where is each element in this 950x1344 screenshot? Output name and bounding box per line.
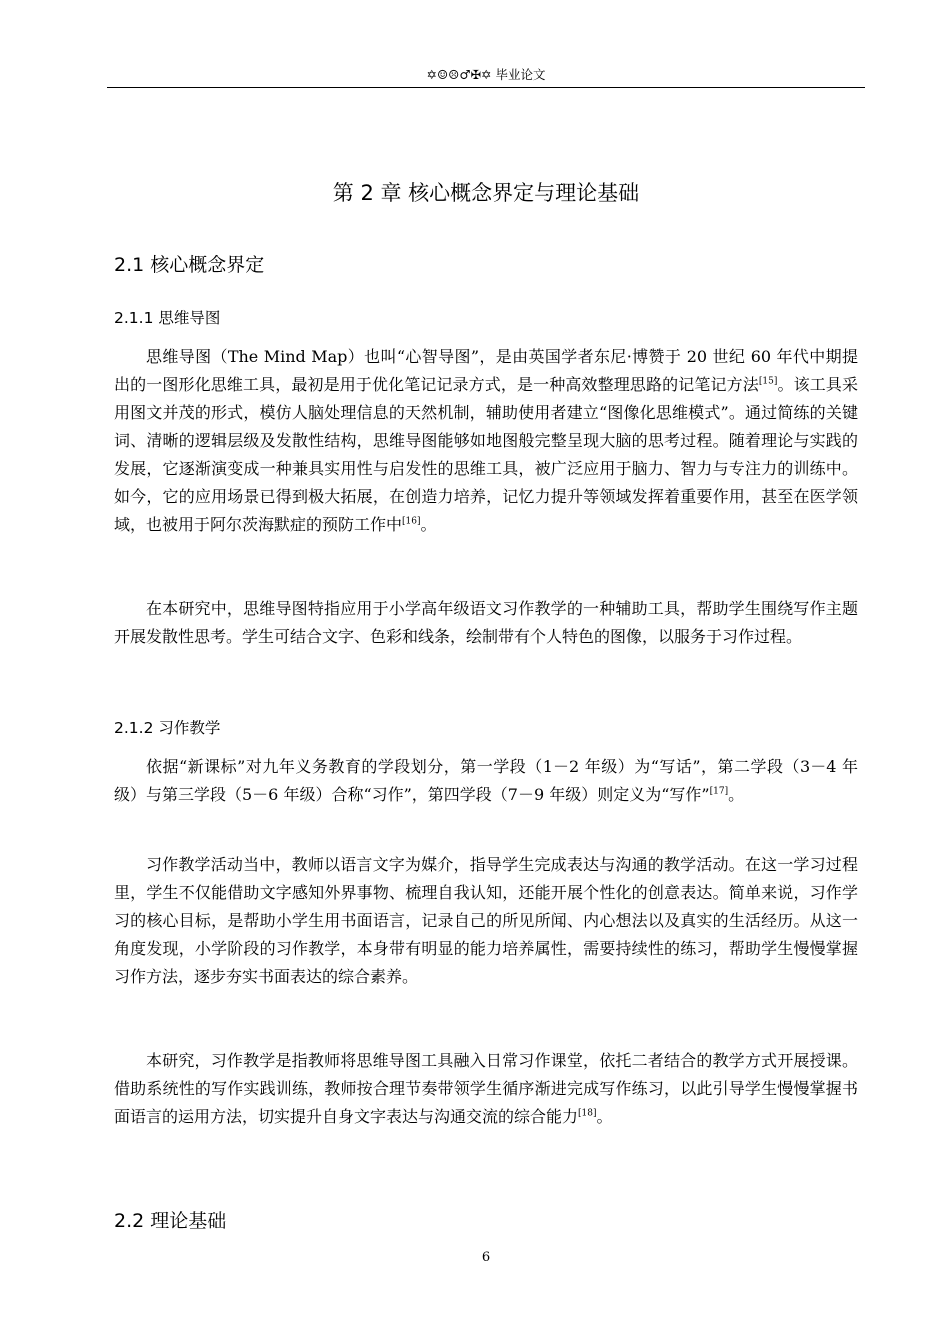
subsection-heading-2-1-2: 2.1.2 习作教学	[114, 719, 221, 737]
paragraph-text: 。该工具采用图文并茂的形式，模仿人脑处理信息的天然机制，辅助使用者建立“图像化思维模式”。通过简练的关键词、清晰的逻辑层级及发散性结构，思维导图能够如地图般完整呈现大脑的思考过程。随着理论与实践的发展，它逐渐演变成一种兼具实用性与启发性的思维工具，被广泛应用于脑力、智力与专注力的训练中。如今，它的应用场景已得到极大拓展，在创造力培养，记忆力提升等领域发挥着重要作用，甚至在医学领域，也被用于阿尔茨海默症的预防工作中	[114, 375, 858, 534]
section-heading-2-1: 2.1 核心概念界定	[114, 254, 265, 276]
paragraph-writing-study	[114, 1047, 858, 1131]
citation: [15]	[758, 376, 778, 387]
paragraph-text: 。	[728, 785, 745, 804]
paragraph-text: 。	[420, 515, 437, 534]
paragraph-text: 习作教学活动当中，教师以语言文字为媒介，指导学生完成表达与沟通的教学活动。在这一学习过程里，学生不仅能借助文字感知外界事物、梳理自我认知，还能开展个性化的创意表达。简单来说，习作学习的核心目标，是帮助小学生用书面语言，记录自己的所见所闻、内心想法以及真实的生活经历。从这一角度发现，小学阶段的习作教学，本身带有明显的能力培养属性，需要持续性的练习，帮助学生慢慢掌握习作方法，逐步夯实书面表达的综合素养。	[114, 855, 858, 986]
citation: [17]	[709, 786, 729, 797]
running-header: ✡☺☹♂✠✡ 毕业论文	[426, 67, 546, 82]
paragraph-writing-stages	[114, 753, 858, 809]
section-heading-2-2: 2.2 理论基础	[114, 1210, 227, 1232]
paragraph-text: 本研究，习作教学是指教师将思维导图工具融入日常习作课堂，依托二者结合的教学方式开展授课。借助系统性的写作实践训练，教师按合理节奏带领学生循序渐进完成写作练习，以此引导学生慢慢掌握书面语言的运用方法，切实提升自身文字表达与沟通交流的综合能力	[114, 1051, 858, 1126]
header-rule	[107, 87, 865, 88]
paragraph-mind-map-definition	[114, 343, 858, 539]
paragraph-text: 在本研究中，思维导图特指应用于小学高年级语文习作教学的一种辅助工具，帮助学生围绕写作主题开展发散性思考。学生可结合文字、色彩和线条，绘制带有个人特色的图像，以服务于习作过程。	[114, 599, 858, 646]
chapter-title: 第 2 章 核心概念界定与理论基础	[332, 181, 640, 205]
citation: [16]	[402, 516, 421, 527]
paragraph-text: 思维导图（The Mind Map）也叫“心智导图”，是由英国学者东尼·博赞于 20 世纪 60 年代中期提出的一图形化思维工具，最初是用于优化笔记记录方式，是一种高效整理思路的记笔记方法	[114, 347, 858, 394]
paragraph-text: 依据“新课标”对九年义务教育的学段划分，第一学段（1－2 年级）为“写话”，第二学段（3－4 年级）与第三学段（5－6 年级）合称“习作”，第四学段（7－9 年级）则定义为“写作”	[114, 757, 858, 804]
subsection-heading-2-1-1: 2.1.1 思维导图	[114, 309, 221, 327]
paragraph-text: 。	[596, 1107, 613, 1126]
page-number: 6	[481, 1250, 491, 1265]
citation: [18]	[578, 1108, 597, 1119]
paragraph-writing-teaching	[114, 851, 858, 991]
paragraph-mind-map-scope	[114, 595, 858, 651]
